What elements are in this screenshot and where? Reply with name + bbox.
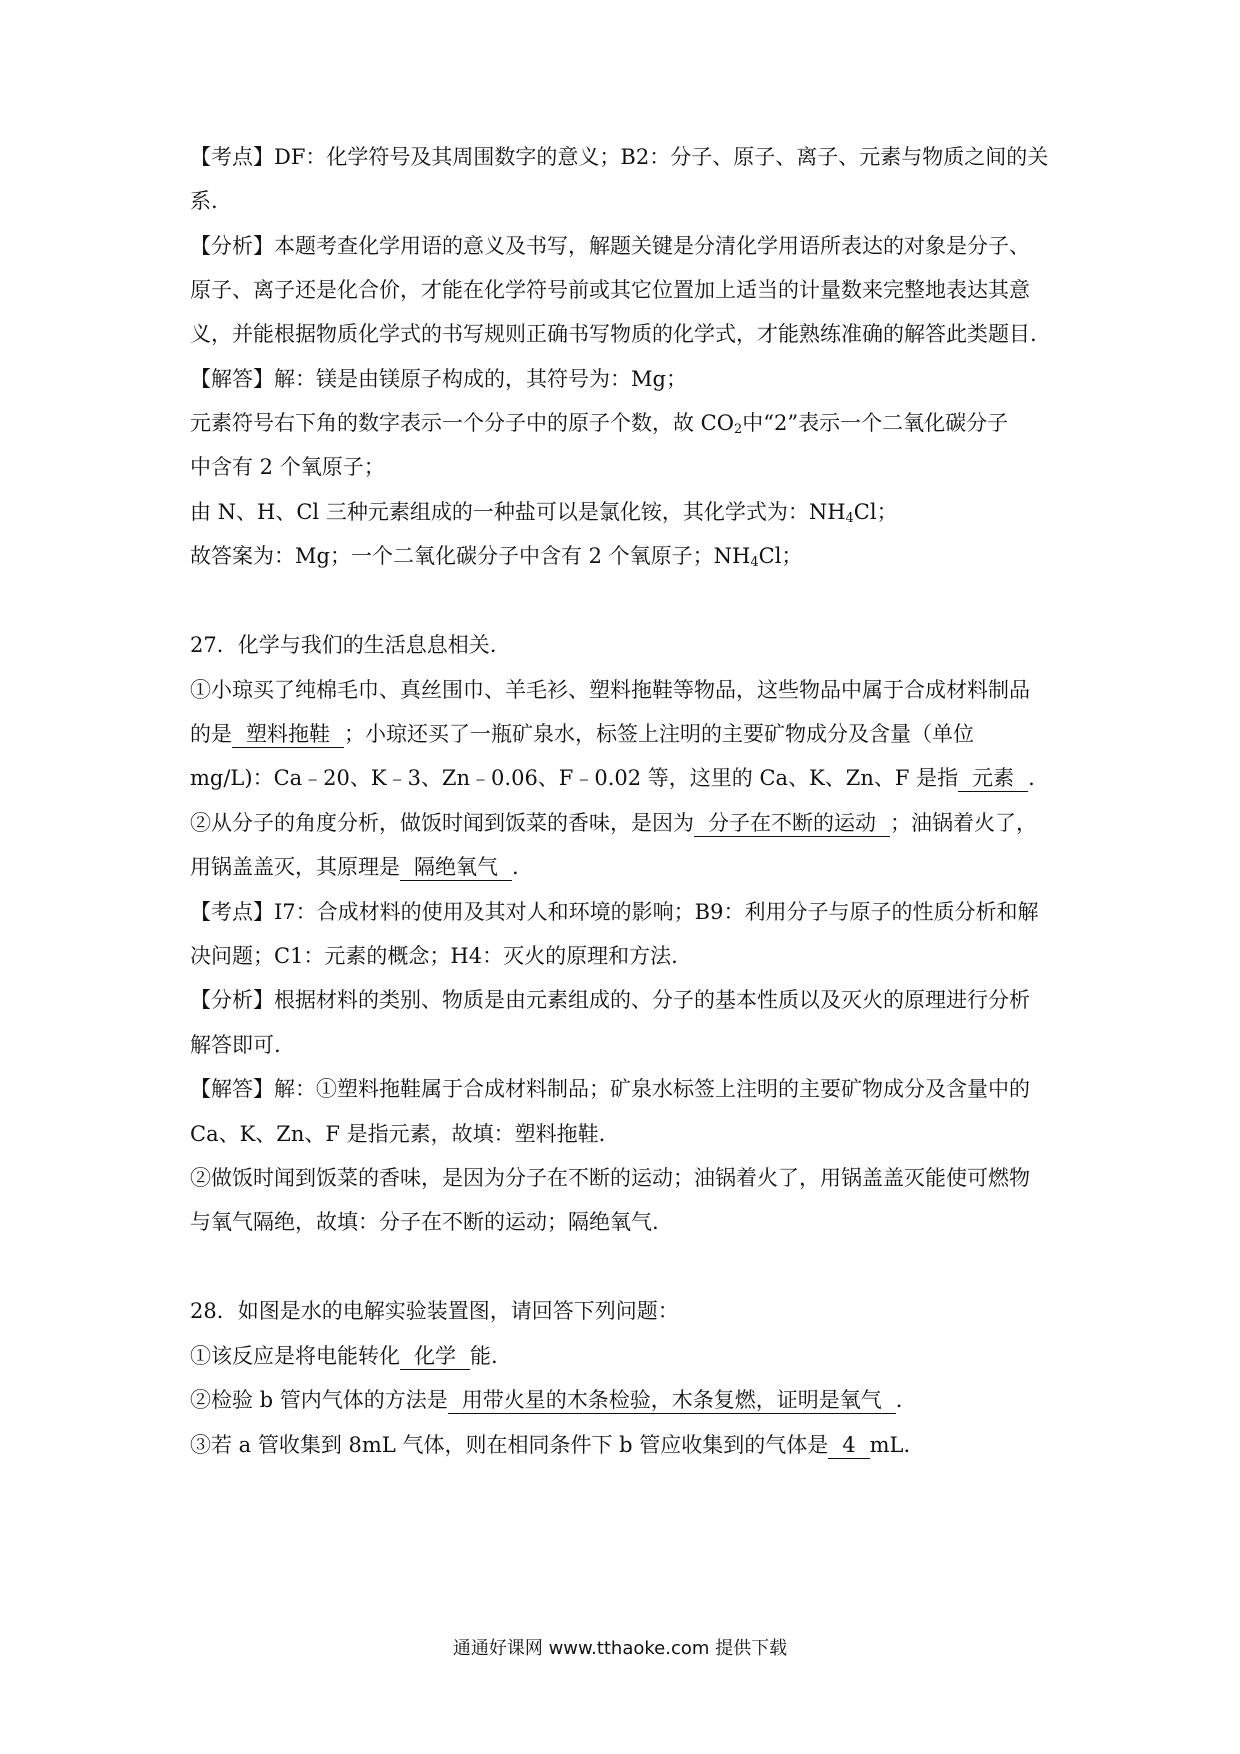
text: Ca、K、Zn、F 是指元素，故填：塑料拖鞋.	[190, 1122, 606, 1146]
text: 【解答】解：①塑料拖鞋属于合成材料制品；矿泉水标签上注明的主要矿物成分及含量中的	[190, 1077, 1030, 1101]
jieda-line	[190, 1164, 1030, 1192]
text: ②从分子的角度分析，做饭时闻到饭菜的香味，是因为	[190, 811, 694, 835]
subscript: 2	[733, 422, 743, 437]
jieda-line	[190, 365, 687, 393]
text: 解答即可.	[190, 1033, 281, 1057]
kaodian-line	[190, 187, 218, 215]
text: 【解答】解：镁是由镁原子构成的，其符号为：Mg；	[190, 367, 687, 391]
jieda-line	[190, 1075, 1030, 1103]
text: ①小琼买了纯棉毛巾、真丝围巾、羊毛衫、塑料拖鞋等物品，这些物品中属于合成材料制品	[190, 678, 1030, 702]
jieda-line	[190, 1120, 605, 1148]
kaodian-line	[190, 898, 1038, 926]
answer-blank: 4	[828, 1432, 869, 1459]
text: ②检验 b 管内气体的方法是	[190, 1388, 448, 1412]
text: 元素符号右下角的数字表示一个分子中的原子个数，故 CO	[190, 411, 734, 435]
text: .	[512, 855, 519, 879]
text: 【分析】本题考查化学用语的意义及书写，解题关键是分清化学用语所表达的对象是分子、	[190, 234, 1030, 258]
jieda-line	[190, 453, 385, 481]
text: 能.	[470, 1344, 498, 1368]
answer-blank: 塑料拖鞋	[232, 721, 344, 748]
text: ③若 a 管收集到 8mL 气体，则在相同条件下 b 管应收集到的气体是	[190, 1433, 829, 1457]
text: mg/L)：Ca﹣20、K﹣3、Zn﹣0.06、F﹣0.02 等，这里的 Ca、K、Zn、F 是指	[190, 766, 959, 790]
text: 用锅盖盖灭，其原理是	[190, 855, 400, 879]
text: 中含有 2 个氧原子；	[190, 455, 385, 479]
text: 的是	[190, 722, 232, 746]
text: 与氧气隔绝，故填：分子在不断的运动；隔绝氧气.	[190, 1210, 659, 1234]
fenxi-line	[190, 320, 1037, 348]
question-line	[190, 676, 1030, 704]
text: ①该反应是将电能转化	[190, 1344, 400, 1368]
question-line	[190, 764, 1035, 792]
jieda-line	[190, 498, 898, 533]
fenxi-line	[190, 1031, 281, 1059]
question-line	[190, 853, 519, 881]
text: 系.	[190, 189, 218, 213]
question-28-title	[190, 1297, 679, 1325]
answer-blank: 元素	[958, 765, 1028, 792]
answer-blank: 化学	[400, 1343, 470, 1370]
fenxi-line	[190, 276, 1030, 304]
question-line	[190, 1342, 498, 1370]
question-line	[190, 720, 974, 748]
fenxi-line	[190, 986, 1030, 1014]
kaodian-line	[190, 942, 678, 970]
text: 决问题；C1：元素的概念；H4：灭火的原理和方法.	[190, 944, 678, 968]
text: 28．如图是水的电解实验装置图，请回答下列问题：	[190, 1299, 679, 1323]
fenxi-line	[190, 232, 1030, 260]
text: .	[895, 1388, 903, 1412]
subscript: 4	[750, 555, 759, 570]
page-footer: 通通好课网 www.tthaoke.com 提供下载	[452, 1638, 788, 1659]
text: 故答案为：Mg；一个二氧化碳分子中含有 2 个氧原子；NH	[190, 544, 751, 568]
text: 由 N、H、Cl 三种元素组成的一种盐可以是氯化铵，其化学式为：NH	[190, 500, 846, 524]
answer-blank: 隔绝氧气	[400, 854, 512, 881]
text: 【分析】根据材料的类别、物质是由元素组成的、分子的基本性质以及灭火的原理进行分析	[190, 988, 1030, 1012]
text: Cl；	[853, 500, 898, 524]
jieda-line	[190, 1208, 659, 1236]
answer-line	[190, 542, 802, 577]
question-line	[190, 1386, 902, 1414]
question-line	[190, 1431, 910, 1459]
text: Cl；	[758, 544, 803, 568]
question-line	[190, 809, 1037, 837]
text: 原子、离子还是化合价，才能在化学符号前或其它位置加上适当的计量数来完整地表达其意	[190, 278, 1030, 302]
text: 【考点】I7：合成材料的使用及其对人和环境的影响；B9：利用分子与原子的性质分析和解	[190, 900, 1039, 924]
answer-blank: 用带火星的木条检验，木条复燃，证明是氧气	[448, 1387, 896, 1414]
text: mL.	[869, 1433, 911, 1457]
text: 中“2”表示一个二氧化碳分子	[742, 411, 1009, 435]
text: ②做饭时闻到饭菜的香味，是因为分子在不断的运动；油锅着火了，用锅盖盖灭能使可燃物	[190, 1166, 1030, 1190]
jieda-line	[190, 409, 1008, 444]
text: 义，并能根据物质化学式的书写规则正确书写物质的化学式，才能熟练准确的解答此类题目.	[190, 322, 1037, 346]
text: 【考点】DF：化学符号及其周围数字的意义；B2：分子、原子、离子、元素与物质之间的关	[190, 145, 1049, 169]
answer-blank: 分子在不断的运动	[694, 810, 890, 837]
question-27-title	[190, 631, 496, 659]
text: ；小琼还买了一瓶矿泉水，标签上注明的主要矿物成分及含量（单位	[344, 722, 974, 746]
text: ；油锅着火了，	[890, 811, 1037, 835]
subscript: 4	[845, 511, 854, 526]
text: 27．化学与我们的生活息息相关.	[190, 633, 497, 657]
kaodian-line	[190, 143, 1048, 171]
text: .	[1028, 766, 1035, 790]
